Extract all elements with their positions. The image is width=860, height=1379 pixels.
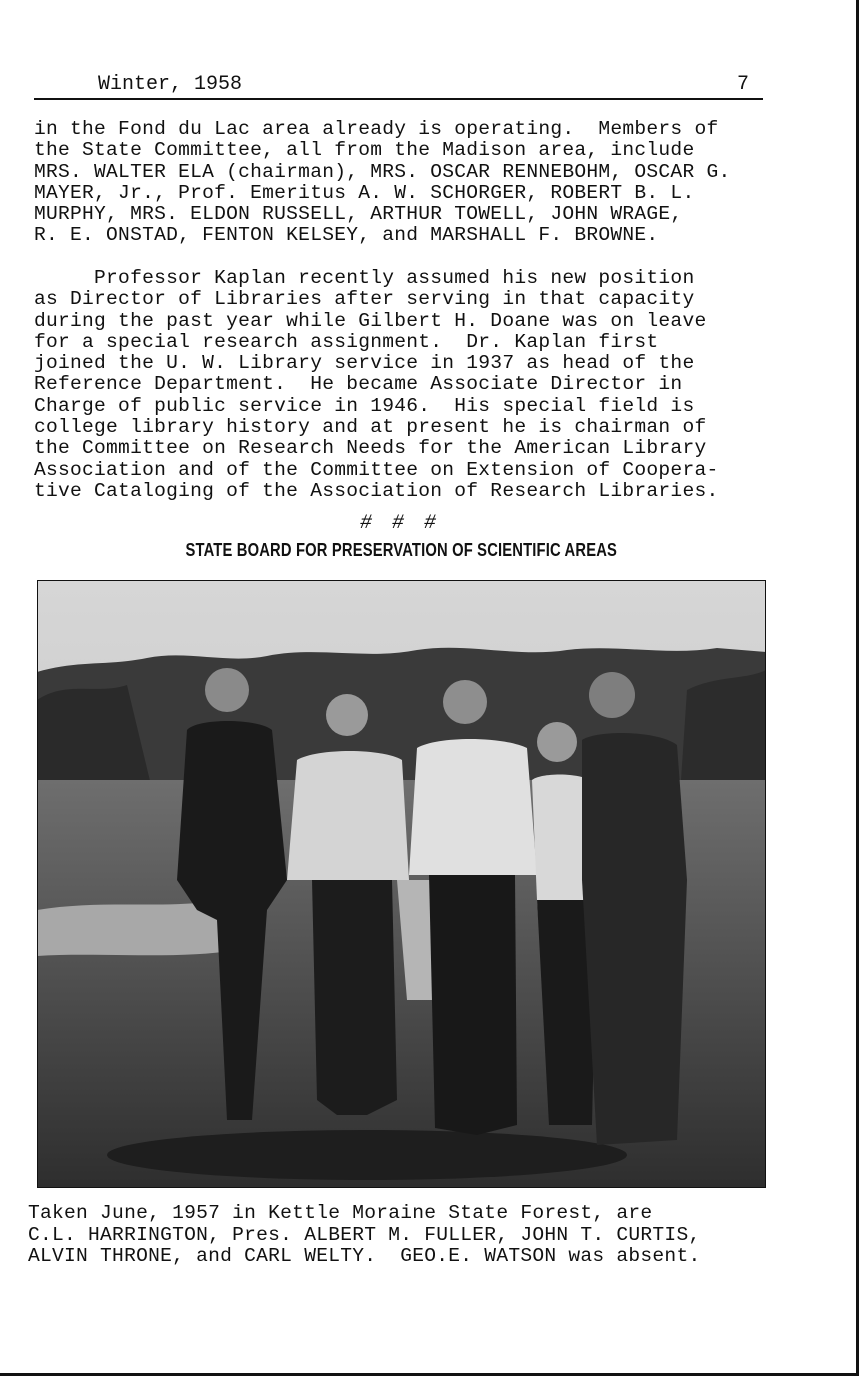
paragraph-committee-members: in the Fond du Lac area already is operating. Members of the State Committee, all from the Madison area, include MRS. WALTER ELA (chairman), MRS. OSCAR RENNEBOHM, OSCAR G. MAYER, Jr., Prof. Emeritus A. W. SCHORGER, ROBERT B. L. MURPHY, MRS. ELDON RUSSELL, ARTHUR TOWELL, JOHN WRAGE, R. E. ONSTAD, FENTON KELSEY, and MARSHALL F. BROWNE. <box>34 118 731 247</box>
photo-caption: Taken June, 1957 in Kettle Moraine State Forest, are C.L. HARRINGTON, Pres. ALBERT M. FULLER, JOHN T. CURTIS, ALVIN THRONE, and CARL WELTY. GEO.E. WATSON was absent. <box>28 1202 701 1267</box>
issue-date: Winter, 1958 <box>98 73 243 96</box>
paragraph-kaplan: Professor Kaplan recently assumed his new position as Director of Libraries after serving in that capacity during the past year while Gilbert H. Doane was on leave for a special research assignment. Dr. Kaplan first joined the U. W. Library service in 1937 as head of the Reference Department. He became Associate Director in Charge of public service in 1946. His special field is college library history and at present he is chairman of the Committee on Research Needs for the American Library Association and of the Committee on Extension of Coopera- tive Cataloging of the Association of Research Libraries. <box>34 267 719 502</box>
group-photo-icon <box>37 580 766 1188</box>
section-heading: STATE BOARD FOR PRESERVATION OF SCIENTIFIC AREAS <box>185 540 618 560</box>
section-separator: # # # <box>359 512 440 535</box>
group-photo <box>37 580 766 1188</box>
page-header <box>34 74 763 100</box>
page-number: 7 <box>736 73 749 96</box>
